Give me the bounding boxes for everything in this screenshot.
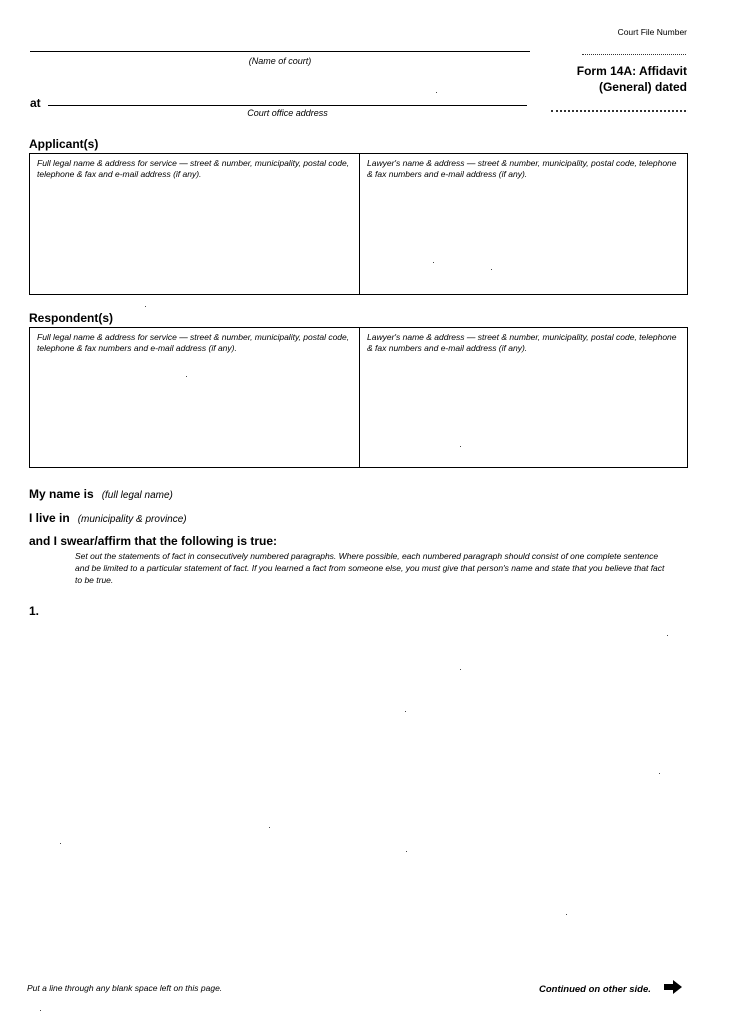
applicant-lawyer-cell[interactable] <box>359 154 687 294</box>
form-title <box>577 63 687 95</box>
scan-speck <box>659 773 660 774</box>
paragraph-number: 1. <box>29 604 40 618</box>
residence-row[interactable] <box>29 511 187 525</box>
right-arrow-icon <box>664 980 682 999</box>
court-office-line[interactable] <box>48 105 527 106</box>
court-name-line[interactable] <box>30 51 530 52</box>
at-label: at <box>30 96 41 110</box>
scan-speck <box>406 851 407 852</box>
scan-speck <box>491 269 492 270</box>
scan-speck <box>186 376 187 377</box>
applicants-heading: Applicant(s) <box>29 137 99 151</box>
form-title-line1: Form 14A: Affidavit <box>576 64 687 78</box>
respondents-heading: Respondent(s) <box>29 311 113 325</box>
name-hint: (full legal name) <box>101 490 173 501</box>
court-file-number-field[interactable] <box>582 54 686 55</box>
court-office-caption: Court office address <box>247 108 328 118</box>
statement-instructions: Set out the statements of fact in consecutively numbered paragraphs. Where possible, each numbered paragraph should consist of one complete sentence and be limited to a particular statement of fact. If you learned a fact from someone else, you must give that person's name and state that you believe that fact to be true. <box>75 551 665 585</box>
respondent-party-instructions: Full legal name & address for service — street & number, municipality, postal code, telephone & fax numbers and e-mail address (if any). <box>37 332 350 353</box>
scan-speck <box>269 827 270 828</box>
court-file-number-label: Court File Number <box>617 27 687 37</box>
court-name-caption: (Name of court) <box>248 56 312 66</box>
scan-speck <box>460 446 461 447</box>
statements-area[interactable] <box>29 622 686 967</box>
respondent-lawyer-instructions: Lawyer's name & address — street & number, municipality, postal code, telephone & fax numbers and e-mail address (if any). <box>367 332 677 353</box>
swear-label: and I swear/affirm that the following is true: <box>29 534 278 548</box>
name-label: My name is <box>29 487 94 501</box>
scan-speck <box>433 262 434 263</box>
respondent-lawyer-cell[interactable] <box>359 328 687 467</box>
scan-speck <box>667 635 668 636</box>
live-hint: (municipality & province) <box>77 514 187 525</box>
scan-speck <box>40 1010 41 1011</box>
blank-space-note: Put a line through any blank space left on this page. <box>27 983 223 993</box>
applicants-box <box>29 153 688 295</box>
name-row[interactable] <box>29 487 173 501</box>
scan-speck <box>405 711 406 712</box>
applicant-party-instructions: Full legal name & address for service — street & number, municipality, postal code, telephone & fax and e-mail address (if any). <box>37 158 350 179</box>
date-field[interactable] <box>551 110 686 112</box>
scan-speck <box>145 306 146 307</box>
respondents-box <box>29 327 688 468</box>
scan-speck <box>460 669 461 670</box>
applicant-party-cell[interactable] <box>30 154 359 294</box>
respondent-party-cell[interactable] <box>30 328 359 467</box>
scan-speck <box>566 914 567 915</box>
scan-speck <box>436 92 437 93</box>
live-label: I live in <box>29 511 70 525</box>
scan-speck <box>60 843 61 844</box>
continued-note: Continued on other side. <box>539 984 651 995</box>
applicant-lawyer-instructions: Lawyer's name & address — street & number, municipality, postal code, telephone & fax numbers and e-mail address (if any). <box>367 158 677 179</box>
form-title-line2: (General) dated <box>598 80 687 94</box>
